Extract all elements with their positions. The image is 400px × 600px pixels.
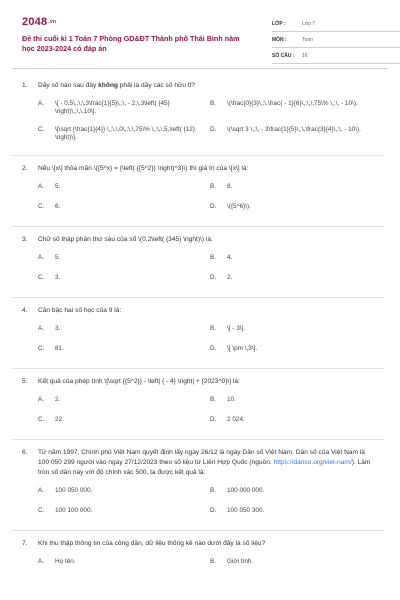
exam-meta xyxy=(272,16,400,64)
option-d[interactable]: D. \(\sqrt 3 \,;\, - 3\frac{1}{5}\,;\,\frac{3}{4}\,;\, - 10\). xyxy=(210,126,361,133)
question-stem xyxy=(22,448,377,478)
option-a[interactable]: A. Họ tên. xyxy=(38,558,76,565)
option-b[interactable]: B. \[ - 3\]. xyxy=(210,325,246,332)
question-number: 2. xyxy=(22,165,28,172)
question-divider xyxy=(12,530,384,531)
header-divider xyxy=(12,68,388,69)
question-2 xyxy=(22,164,377,227)
question-divider xyxy=(12,155,384,156)
question-1 xyxy=(22,81,377,156)
question-3 xyxy=(22,235,377,298)
question-4 xyxy=(22,306,377,369)
question-text: Từ năm 1997, Chính phủ Việt Nam quyết định lấy ngày 26/12 là ngày Dân số Việt Nam. Dân số của Việt Nam là 100 050 299 người vào ngày 27/12/2023 theo số liệu từ Liên Hợp Quốc (nguồn: https://danso.org/viet-nam/). Làm tròn số dân này với độ chính xác 500, ta được kết quả là: xyxy=(38,449,371,476)
option-d[interactable]: D. 2. xyxy=(210,274,233,281)
meta-value: 16 xyxy=(302,52,308,59)
option-grid xyxy=(38,254,377,294)
meta-key: MÔN : xyxy=(272,36,287,43)
option-a[interactable]: A. 5. xyxy=(38,183,61,190)
option-d[interactable]: D. 2 024. xyxy=(210,416,245,423)
question-text: Khi thu thập thông tin của công dân, dữ liệu thống kê nào dưới đây là số liệu? xyxy=(38,540,266,547)
meta-value: Toán xyxy=(302,36,313,43)
question-stem xyxy=(22,306,377,316)
meta-key: SỐ CÂU : xyxy=(272,52,295,59)
option-b[interactable]: B. 8. xyxy=(210,183,233,190)
meta-row-subject xyxy=(272,32,400,48)
question-text: Nếu \[x\] thỏa mãn \({5^x} = {\left( {{5^2}} \right)^3}\) thì giá trị của \[x\] là: xyxy=(38,165,249,172)
source-link[interactable]: https://danso.org/viet-nam/ xyxy=(273,459,352,466)
option-grid xyxy=(38,100,377,152)
option-b[interactable]: B. 10. xyxy=(210,396,236,403)
option-a[interactable]: A. 5. xyxy=(38,254,61,261)
question-divider xyxy=(12,297,384,298)
question-divider xyxy=(12,368,384,369)
question-7 xyxy=(22,539,377,578)
question-text: Kết quả của phép tính \[\sqrt {{5^2}} - \left| { - 4} \right| + {2023^0}\] là: xyxy=(38,378,240,385)
option-c[interactable]: C. 6. xyxy=(38,203,61,210)
question-text: Chữ số thập phân thứ sáu của số \(0,2\left( {345} \right)\) là: xyxy=(38,236,213,243)
question-text: Căn bậc hai số học của 9 là: xyxy=(38,307,122,314)
question-text: Dãy số nào sau đây không phải là dãy các số hữu tỉ? xyxy=(38,82,195,89)
question-stem xyxy=(22,539,377,549)
exam-title: Đề thi cuối kì 1 Toán 7 Phòng GD&ĐT Thành phố Thái Bình năm học 2023-2024 có đáp án xyxy=(22,34,240,53)
option-a[interactable]: A. 100 050 000. xyxy=(38,487,93,494)
site-logo[interactable]: 2048.vn xyxy=(22,16,57,28)
question-6 xyxy=(22,448,377,531)
option-a[interactable]: A. 3. xyxy=(38,325,61,332)
option-a[interactable]: A. 2. xyxy=(38,396,61,403)
meta-row-class xyxy=(272,16,400,32)
option-grid xyxy=(38,325,377,365)
question-divider xyxy=(12,439,384,440)
option-grid xyxy=(38,487,377,527)
option-grid xyxy=(38,396,377,436)
option-a[interactable]: A. \[ - 0,5\,;\,\,3\frac{1}{5}\,;\, - 2,\,3\left( {45} \right)\,;\,\,10\]. xyxy=(38,100,170,115)
option-c[interactable]: C. \[\sqrt {\frac{1}{4}} \,;\,\,0\,;\,\,75\% \,;\,\,5,\left( {12} \right)\]. xyxy=(38,126,195,141)
option-c[interactable]: C. 100 100 000. xyxy=(38,507,93,514)
question-stem xyxy=(22,164,377,174)
option-d[interactable]: D. 100 050 300. xyxy=(210,507,265,514)
option-grid xyxy=(38,558,377,578)
question-number: 7. xyxy=(22,540,28,547)
question-number: 1. xyxy=(22,82,28,89)
option-c[interactable]: C. 3. xyxy=(38,274,61,281)
question-list xyxy=(22,81,377,578)
question-stem xyxy=(22,377,377,387)
option-d[interactable]: D. \({5^6}\). xyxy=(210,203,251,210)
question-number: 4. xyxy=(22,307,28,314)
question-stem xyxy=(22,81,377,91)
option-c[interactable]: C. 81. xyxy=(38,345,64,352)
question-number: 3. xyxy=(22,236,28,243)
option-b[interactable]: B. \(\frac{0}{3}\,;\,\frac{ - 1}{6}\,;\,\,75\% \,;\, - 10\). xyxy=(210,100,358,107)
meta-key: LỚP : xyxy=(272,20,286,27)
option-b[interactable]: B. 4. xyxy=(210,254,233,261)
question-number: 6. xyxy=(22,449,28,456)
question-stem xyxy=(22,235,377,245)
question-number: 5. xyxy=(22,378,28,385)
question-5 xyxy=(22,377,377,440)
option-grid xyxy=(38,183,377,223)
option-b[interactable]: B. 100 000 000. xyxy=(210,487,265,494)
meta-value: Lớp 7 xyxy=(302,20,316,27)
question-divider xyxy=(12,226,384,227)
option-d[interactable]: D. \[ \pm \,3\]. xyxy=(210,345,258,352)
header xyxy=(22,14,382,66)
option-b[interactable]: B. Giới tính. xyxy=(210,558,254,565)
meta-row-count xyxy=(272,48,400,64)
option-c[interactable]: C. 22. xyxy=(38,416,64,423)
